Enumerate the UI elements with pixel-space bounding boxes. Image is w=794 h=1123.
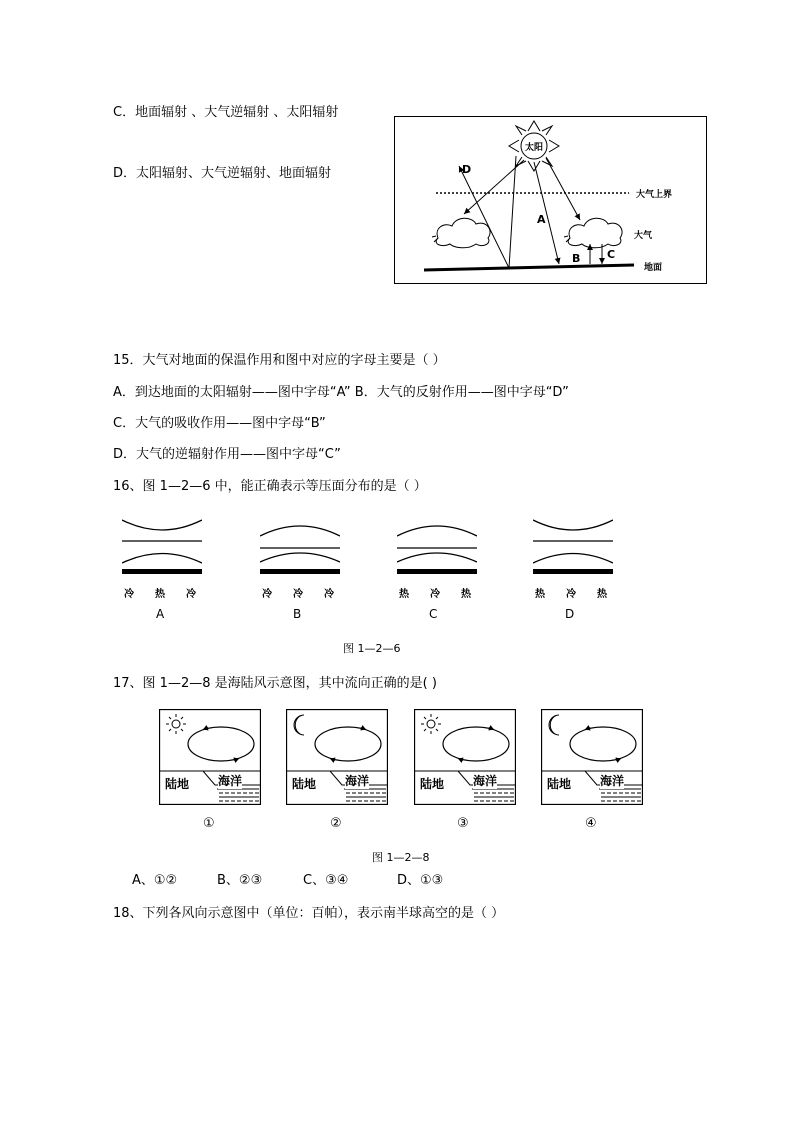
panel-b-letter: B — [293, 607, 302, 621]
q18-stem: 18、下列各风向示意图中（单位：百帕），表示南半球高空的是（ ） — [113, 906, 505, 921]
land-label: 陆地 — [292, 777, 317, 791]
panel-c-label-1: 热 — [399, 589, 409, 600]
panel-d-label-3: 热 — [597, 589, 607, 600]
radiation-diagram — [394, 116, 707, 284]
sea-land-panel-3 — [414, 709, 516, 805]
q14-option-d: D．太阳辐射、大气逆辐射、地面辐射 — [113, 166, 332, 181]
q15-option-d: D．大气的逆辐射作用——图中字母“C” — [113, 447, 341, 462]
panel-d-letter: D — [565, 607, 575, 621]
q16-stem: 16、图 1—2—6 中，能正确表示等压面分布的是（ ） — [113, 479, 427, 494]
sea-label: 海洋 — [473, 774, 498, 788]
label-d: D — [462, 163, 472, 176]
panel-1-number: ① — [203, 816, 215, 831]
q17-option-c: C、③④ — [303, 873, 349, 888]
label-c: C — [607, 248, 616, 261]
sun-icon — [166, 714, 186, 734]
q17-caption: 图 1—2—8 — [372, 851, 430, 864]
panel-3-number: ③ — [457, 816, 469, 831]
sea-land-panel-2 — [286, 709, 388, 805]
atmosphere-top-label: 大气上界 — [636, 190, 673, 200]
panel-d-label-1: 热 — [535, 589, 545, 600]
q16-caption: 图 1—2—6 — [343, 642, 401, 655]
sea-label: 海洋 — [600, 774, 625, 788]
panel-c-label-3: 热 — [461, 589, 471, 600]
q17-option-d: D、①③ — [397, 873, 444, 888]
isobar-panel-a — [122, 516, 202, 576]
q14-option-c: C．地面辐射 、大气逆辐射 、太阳辐射 — [113, 105, 339, 120]
panel-a-label-2: 热 — [155, 589, 165, 600]
panel-c-letter: C — [429, 607, 438, 621]
atmosphere-label: 大气 — [634, 231, 653, 241]
sea-land-panel-4 — [541, 709, 643, 805]
isobar-panel-d — [533, 516, 613, 576]
panel-a-label-1: 冷 — [124, 589, 134, 600]
q17-stem: 17、图 1—2—8 是海陆风示意图，其中流向正确的是( ) — [113, 676, 437, 691]
isobar-panel-c — [397, 516, 477, 576]
sun-icon — [421, 714, 441, 734]
sea-label: 海洋 — [218, 774, 243, 788]
label-b: B — [572, 252, 581, 265]
q17-option-a: A、①② — [132, 873, 178, 888]
panel-d-label-2: 冷 — [566, 589, 576, 600]
panel-c-label-2: 冷 — [430, 589, 440, 600]
panel-a-label-3: 冷 — [186, 589, 196, 600]
land-label: 陆地 — [547, 777, 572, 791]
panel-a-letter: A — [156, 607, 165, 621]
panel-2-number: ② — [330, 816, 342, 831]
q15-option-c: C．大气的吸收作用——图中字母“B” — [113, 416, 326, 431]
sea-land-panel-1 — [159, 709, 261, 805]
panel-b-label-3: 冷 — [324, 589, 334, 600]
q15-options-ab: A．到达地面的太阳辐射——图中字母“A” B．大气的反射作用——图中字母“D” — [113, 385, 569, 400]
q15-stem: 15．大气对地面的保温作用和图中对应的字母主要是（ ） — [113, 353, 446, 368]
panel-b-label-1: 冷 — [262, 589, 272, 600]
sun-label: 太阳 — [524, 143, 544, 153]
q17-option-b: B、②③ — [217, 873, 263, 888]
label-a: A — [537, 213, 546, 226]
ground-label: 地面 — [644, 263, 663, 273]
sea-label: 海洋 — [345, 774, 370, 788]
panel-4-number: ④ — [585, 816, 597, 831]
panel-b-label-2: 冷 — [293, 589, 303, 600]
land-label: 陆地 — [165, 777, 190, 791]
land-label: 陆地 — [420, 777, 445, 791]
isobar-panel-b — [260, 516, 340, 576]
